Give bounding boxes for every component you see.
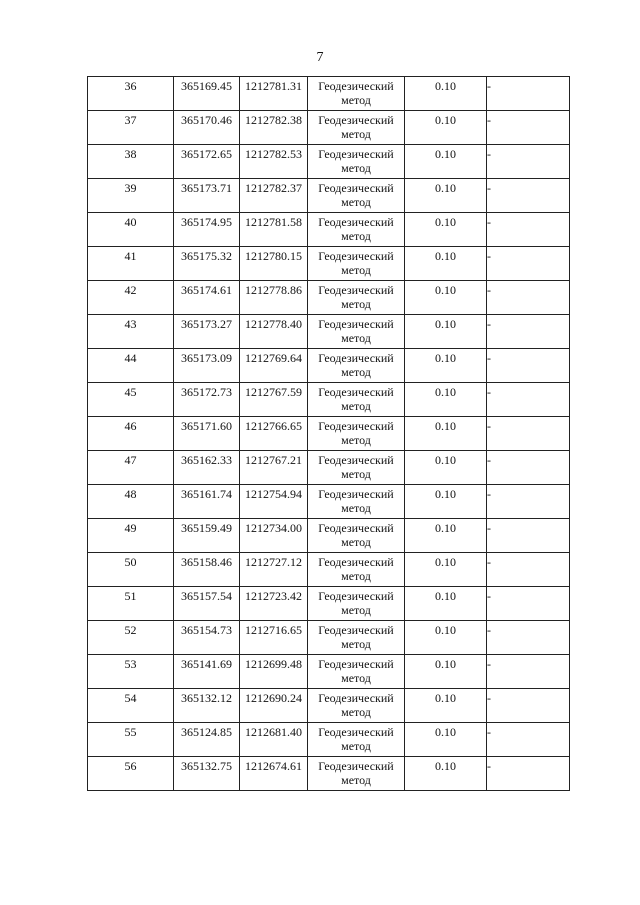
table-row [88,111,570,145]
accuracy-cell: 0.10 [405,315,487,349]
table-row [88,349,570,383]
point-number-cell: 51 [88,587,174,621]
method-line-2: метод [341,637,371,651]
method-line-1: Геодезический [318,521,394,535]
x-coordinate-cell: 365159.49 [174,519,240,553]
method-cell [308,247,405,281]
y-coordinate-cell: 1212754.94 [240,485,308,519]
method-line-2: метод [341,739,371,753]
method-line-1: Геодезический [318,79,394,93]
method-line-2: метод [341,161,371,175]
accuracy-cell: 0.10 [405,451,487,485]
accuracy-cell: 0.10 [405,621,487,655]
y-coordinate-cell: 1212781.58 [240,213,308,247]
point-number-cell: 52 [88,621,174,655]
y-coordinate-cell: 1212716.65 [240,621,308,655]
note-cell: - [487,247,570,281]
note-cell: - [487,111,570,145]
note-cell: - [487,77,570,111]
table-row [88,757,570,791]
note-cell: - [487,485,570,519]
x-coordinate-cell: 365169.45 [174,77,240,111]
x-coordinate-cell: 365170.46 [174,111,240,145]
table-row [88,417,570,451]
point-number-cell: 39 [88,179,174,213]
method-cell [308,553,405,587]
y-coordinate-cell: 1212767.59 [240,383,308,417]
coordinates-table-body [88,77,570,791]
y-coordinate-cell: 1212767.21 [240,451,308,485]
note-cell: - [487,213,570,247]
y-coordinate-cell: 1212766.65 [240,417,308,451]
table-row [88,281,570,315]
method-line-1: Геодезический [318,759,394,773]
table-row [88,655,570,689]
table-row [88,723,570,757]
accuracy-cell: 0.10 [405,417,487,451]
method-cell [308,587,405,621]
y-coordinate-cell: 1212734.00 [240,519,308,553]
method-line-1: Геодезический [318,385,394,399]
page-number: 7 [316,50,324,65]
note-cell: - [487,417,570,451]
method-line-2: метод [341,773,371,787]
method-line-1: Геодезический [318,317,394,331]
coordinates-table [87,76,570,791]
accuracy-cell: 0.10 [405,383,487,417]
accuracy-cell: 0.10 [405,655,487,689]
note-cell: - [487,281,570,315]
method-cell [308,315,405,349]
accuracy-cell: 0.10 [405,145,487,179]
method-cell [308,519,405,553]
x-coordinate-cell: 365154.73 [174,621,240,655]
method-line-1: Геодезический [318,487,394,501]
method-line-2: метод [341,603,371,617]
method-line-1: Геодезический [318,419,394,433]
table-row [88,383,570,417]
method-line-2: метод [341,705,371,719]
table-row [88,145,570,179]
y-coordinate-cell: 1212782.38 [240,111,308,145]
x-coordinate-cell: 365162.33 [174,451,240,485]
y-coordinate-cell: 1212769.64 [240,349,308,383]
method-line-2: метод [341,569,371,583]
x-coordinate-cell: 365158.46 [174,553,240,587]
accuracy-cell: 0.10 [405,179,487,213]
y-coordinate-cell: 1212699.48 [240,655,308,689]
method-line-2: метод [341,433,371,447]
method-line-2: метод [341,399,371,413]
x-coordinate-cell: 365173.71 [174,179,240,213]
y-coordinate-cell: 1212782.37 [240,179,308,213]
table-row [88,587,570,621]
method-line-2: метод [341,229,371,243]
x-coordinate-cell: 365132.12 [174,689,240,723]
y-coordinate-cell: 1212781.31 [240,77,308,111]
x-coordinate-cell: 365175.32 [174,247,240,281]
point-number-cell: 50 [88,553,174,587]
method-line-1: Геодезический [318,215,394,229]
accuracy-cell: 0.10 [405,281,487,315]
x-coordinate-cell: 365174.61 [174,281,240,315]
point-number-cell: 36 [88,77,174,111]
x-coordinate-cell: 365173.09 [174,349,240,383]
note-cell: - [487,723,570,757]
method-cell [308,451,405,485]
point-number-cell: 55 [88,723,174,757]
accuracy-cell: 0.10 [405,77,487,111]
y-coordinate-cell: 1212723.42 [240,587,308,621]
method-line-1: Геодезический [318,555,394,569]
point-number-cell: 41 [88,247,174,281]
note-cell: - [487,145,570,179]
method-line-2: метод [341,467,371,481]
y-coordinate-cell: 1212727.12 [240,553,308,587]
accuracy-cell: 0.10 [405,247,487,281]
x-coordinate-cell: 365157.54 [174,587,240,621]
accuracy-cell: 0.10 [405,213,487,247]
point-number-cell: 49 [88,519,174,553]
note-cell: - [487,349,570,383]
method-line-2: метод [341,535,371,549]
point-number-cell: 53 [88,655,174,689]
table-row [88,553,570,587]
point-number-cell: 46 [88,417,174,451]
method-cell [308,179,405,213]
method-cell [308,383,405,417]
method-line-2: метод [341,331,371,345]
note-cell: - [487,179,570,213]
method-line-2: метод [341,195,371,209]
point-number-cell: 42 [88,281,174,315]
table-row [88,485,570,519]
table-row [88,519,570,553]
accuracy-cell: 0.10 [405,689,487,723]
method-line-1: Геодезический [318,181,394,195]
method-line-1: Геодезический [318,147,394,161]
method-line-1: Геодезический [318,589,394,603]
table-row [88,315,570,349]
accuracy-cell: 0.10 [405,111,487,145]
note-cell: - [487,689,570,723]
point-number-cell: 37 [88,111,174,145]
method-line-2: метод [341,501,371,515]
accuracy-cell: 0.10 [405,519,487,553]
method-cell [308,757,405,791]
note-cell: - [487,757,570,791]
note-cell: - [487,383,570,417]
note-cell: - [487,553,570,587]
note-cell: - [487,655,570,689]
y-coordinate-cell: 1212778.86 [240,281,308,315]
x-coordinate-cell: 365171.60 [174,417,240,451]
accuracy-cell: 0.10 [405,485,487,519]
table-row [88,213,570,247]
method-line-2: метод [341,263,371,277]
method-line-2: метод [341,93,371,107]
method-cell [308,417,405,451]
method-cell [308,281,405,315]
method-line-1: Геодезический [318,283,394,297]
y-coordinate-cell: 1212674.61 [240,757,308,791]
point-number-cell: 48 [88,485,174,519]
point-number-cell: 38 [88,145,174,179]
method-line-2: метод [341,127,371,141]
method-line-1: Геодезический [318,249,394,263]
method-cell [308,145,405,179]
table-row [88,689,570,723]
x-coordinate-cell: 365173.27 [174,315,240,349]
y-coordinate-cell: 1212778.40 [240,315,308,349]
x-coordinate-cell: 365141.69 [174,655,240,689]
accuracy-cell: 0.10 [405,723,487,757]
method-line-1: Геодезический [318,351,394,365]
method-cell [308,485,405,519]
x-coordinate-cell: 365172.73 [174,383,240,417]
method-line-1: Геодезический [318,725,394,739]
method-cell [308,213,405,247]
method-line-2: метод [341,671,371,685]
table-row [88,247,570,281]
table-row [88,621,570,655]
point-number-cell: 45 [88,383,174,417]
accuracy-cell: 0.10 [405,757,487,791]
point-number-cell: 40 [88,213,174,247]
method-cell [308,77,405,111]
method-cell [308,621,405,655]
point-number-cell: 47 [88,451,174,485]
method-cell [308,689,405,723]
method-cell [308,349,405,383]
y-coordinate-cell: 1212681.40 [240,723,308,757]
note-cell: - [487,451,570,485]
point-number-cell: 44 [88,349,174,383]
x-coordinate-cell: 365172.65 [174,145,240,179]
method-line-1: Геодезический [318,113,394,127]
y-coordinate-cell: 1212690.24 [240,689,308,723]
x-coordinate-cell: 365161.74 [174,485,240,519]
point-number-cell: 56 [88,757,174,791]
point-number-cell: 43 [88,315,174,349]
note-cell: - [487,621,570,655]
note-cell: - [487,519,570,553]
method-line-1: Геодезический [318,691,394,705]
table-row [88,179,570,213]
table-row [88,451,570,485]
method-line-1: Геодезический [318,657,394,671]
accuracy-cell: 0.10 [405,349,487,383]
method-cell [308,111,405,145]
table-row [88,77,570,111]
point-number-cell: 54 [88,689,174,723]
method-line-2: метод [341,365,371,379]
y-coordinate-cell: 1212782.53 [240,145,308,179]
method-line-2: метод [341,297,371,311]
method-cell [308,655,405,689]
note-cell: - [487,587,570,621]
note-cell: - [487,315,570,349]
x-coordinate-cell: 365132.75 [174,757,240,791]
method-line-1: Геодезический [318,453,394,467]
y-coordinate-cell: 1212780.15 [240,247,308,281]
accuracy-cell: 0.10 [405,553,487,587]
x-coordinate-cell: 365124.85 [174,723,240,757]
method-cell [308,723,405,757]
method-line-1: Геодезический [318,623,394,637]
x-coordinate-cell: 365174.95 [174,213,240,247]
accuracy-cell: 0.10 [405,587,487,621]
